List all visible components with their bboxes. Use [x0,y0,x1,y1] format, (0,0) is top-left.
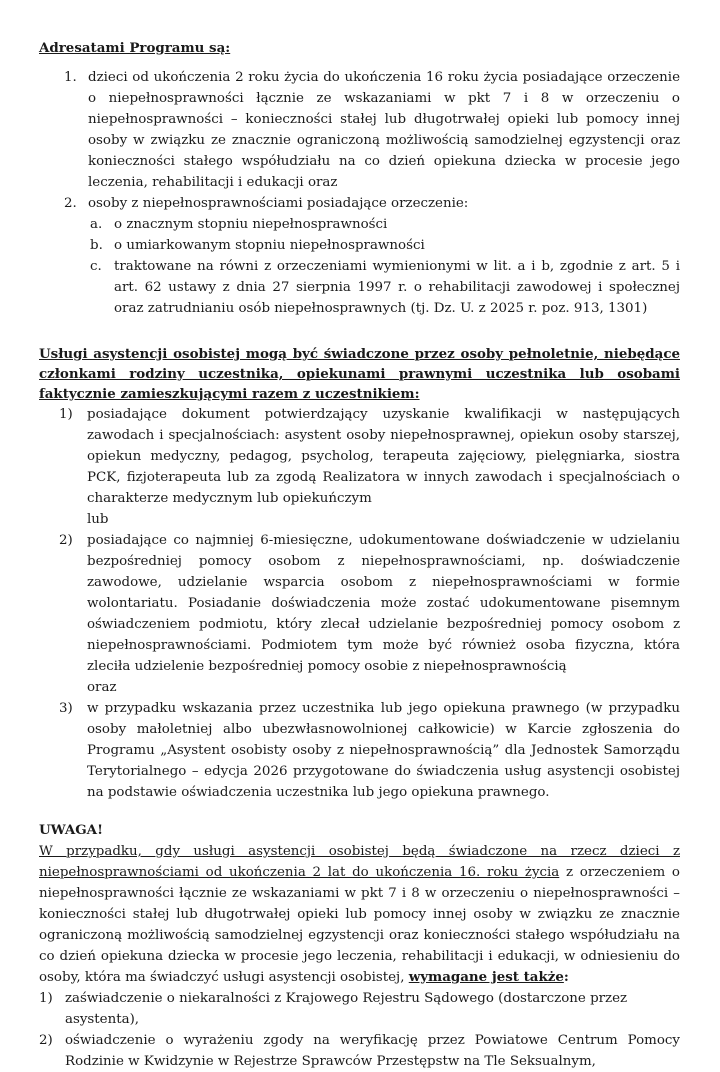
item-conjunction: lub [87,512,109,527]
warning-required-text: wymagane jest także [408,969,564,985]
section-intro: Usługi asystencji osobistej mogą być świadczone przez osoby pełnoletnie, niebędące członkami rodziny uczestnika, opiekunami prawnymi uczestnika lub osobami faktycznie zamieszkującymi razem z uczestnikiem: [39,346,680,402]
list-item [59,698,680,803]
item-number: 2) [39,1033,53,1048]
recipients-list [64,67,680,319]
item-text: osoby z niepełnosprawnościami posiadające orzeczenie: [88,196,469,211]
sub-list-item [90,235,680,256]
sub-item-letter: b. [90,238,103,253]
item-number: 1. [64,70,77,85]
list-item [59,404,680,530]
warning-title: UWAGA! [39,822,103,838]
item-number: 1) [39,991,53,1006]
item-text: zaświadczenie o niekaralności z Krajowego Rejestru Sądowego (dostarczone przez asystenta), [65,991,628,1027]
warning-colon: : [563,969,569,985]
section-assistants [39,344,680,803]
sub-item-text: traktowane na równi z orzeczeniami wymienionymi w lit. a i b, zgodnie z art. 5 i art. 62 ustawy z dnia 27 sierpnia 1997 r. o rehabilitacji zawodowej i społecznej oraz zatrudnianiu osób niepełnosprawnych (tj. Dz. U. z 2025 r. poz. 913, 1301) [114,259,680,316]
item-text: oświadczenie o wyrażeniu zgody na weryfikację przez Powiatowe Centrum Pomocy Rodzinie w Kwidzynie w Rejestrze Sprawców Przestępstw na Tle Seksualnym, [65,1033,680,1069]
sub-list-item [90,256,680,319]
sub-item-text: o znacznym stopniu niepełnosprawności [114,217,388,232]
sub-list-item [90,214,680,235]
warning-text: z orzeczeniem o niepełnosprawności łącznie ze wskazaniami w pkt 7 i 8 w orzeczeniu o niepełnosprawności – konieczności stałej lub długotrwałej opieki lub pomocy innej osoby w związku ze znacznie ograniczoną możliwością samodzielnej egzystencji oraz konieczności stałego współudziału na co dzień opiekuna dziecka w procesie jego leczenia, rehabilitacji i edukacji, w odniesieniu do osoby, która ma świadczyć usługi asystencji osobistej, [39,865,680,985]
item-number: 2. [64,196,77,211]
list-item [39,1030,680,1072]
warning-paragraph [39,841,680,988]
list-item [64,193,680,319]
assistant-requirements-list [59,404,680,803]
list-item [64,67,680,193]
item-text: dzieci od ukończenia 2 roku życia do ukończenia 16 roku życia posiadające orzeczenie o niepełnosprawności łącznie ze wskazaniami w pkt 7 i 8 w orzeczeniu o niepełnosprawności – konieczności stałej lub długotrwałej opieki lub pomocy innej osoby w związku ze znacznie ograniczoną możliwością samodzielnej egzystencji oraz konieczności stałego współudziału na co dzień opiekuna dziecka w procesie jego leczenia, rehabilitacji i edukacji oraz [88,70,680,190]
sub-item-letter: c. [90,259,102,274]
required-documents-list [39,988,680,1072]
sub-item-letter: a. [90,217,103,232]
warning-underlined-text: W przypadku, gdy usługi asystencji osobistej będą świadczone na rzecz dzieci z niepełnosprawnościami od ukończenia 2 lat do ukończenia 16. roku życia [39,844,680,880]
section-warning [39,820,680,1072]
item-text: posiadające dokument potwierdzający uzyskanie kwalifikacji w następujących zawodach i specjalnościach: asystent osoby niepełnosprawnej, opiekun osoby starszej, opiekun medyczny, pedagog, psycholog, terapeuta zajęciowy, pielęgniarka, siostra PCK, fizjoterapeuta lub za zgodą Realizatora w innych zawodach i specjalnościach o charakterze medycznym lub opiekuńczym [87,407,680,506]
list-item [39,988,680,1030]
item-text: w przypadku wskazania przez uczestnika lub jego opiekuna prawnego (w przypadku osoby małoletniej albo ubezwłasnowolnionej całkowicie) w Karcie zgłoszenia do Programu „Asystent osobisty osoby z niepełnosprawnością” dla Jednostek Samorządu Terytorialnego – edycja 2026 przygotowane do świadczenia usług asystencji osobistej na podstawie oświadczenia uczestnika lub jego opiekuna prawnego. [87,701,680,800]
section-heading: Adresatami Programu są: [39,40,231,56]
item-number: 3) [59,701,73,716]
list-item [59,530,680,698]
item-number: 2) [59,533,73,548]
item-text: posiadające co najmniej 6-miesięczne, udokumentowane doświadczenie w udzielaniu bezpośredniej pomocy osobom z niepełnosprawnościami, np. doświadczenie zawodowe, udzielanie wsparcia osobom z niepełnosprawnościami w formie wolontariatu. Posiadanie doświadczenia może zostać udokumentowane pisemnym oświadczeniem podmiotu, który zlecał udzielanie bezpośredniej pomocy osobom z niepełnosprawnościami. Podmiotem tym może być również osoba fizyczna, która zleciła udzielenie bezpośredniej pomocy osobie z niepełnosprawnością [87,533,680,674]
item-number: 1) [59,407,73,422]
sub-list [90,214,680,319]
sub-item-text: o umiarkowanym stopniu niepełnosprawności [114,238,425,253]
section-recipients [39,38,680,319]
item-conjunction: oraz [87,680,117,695]
